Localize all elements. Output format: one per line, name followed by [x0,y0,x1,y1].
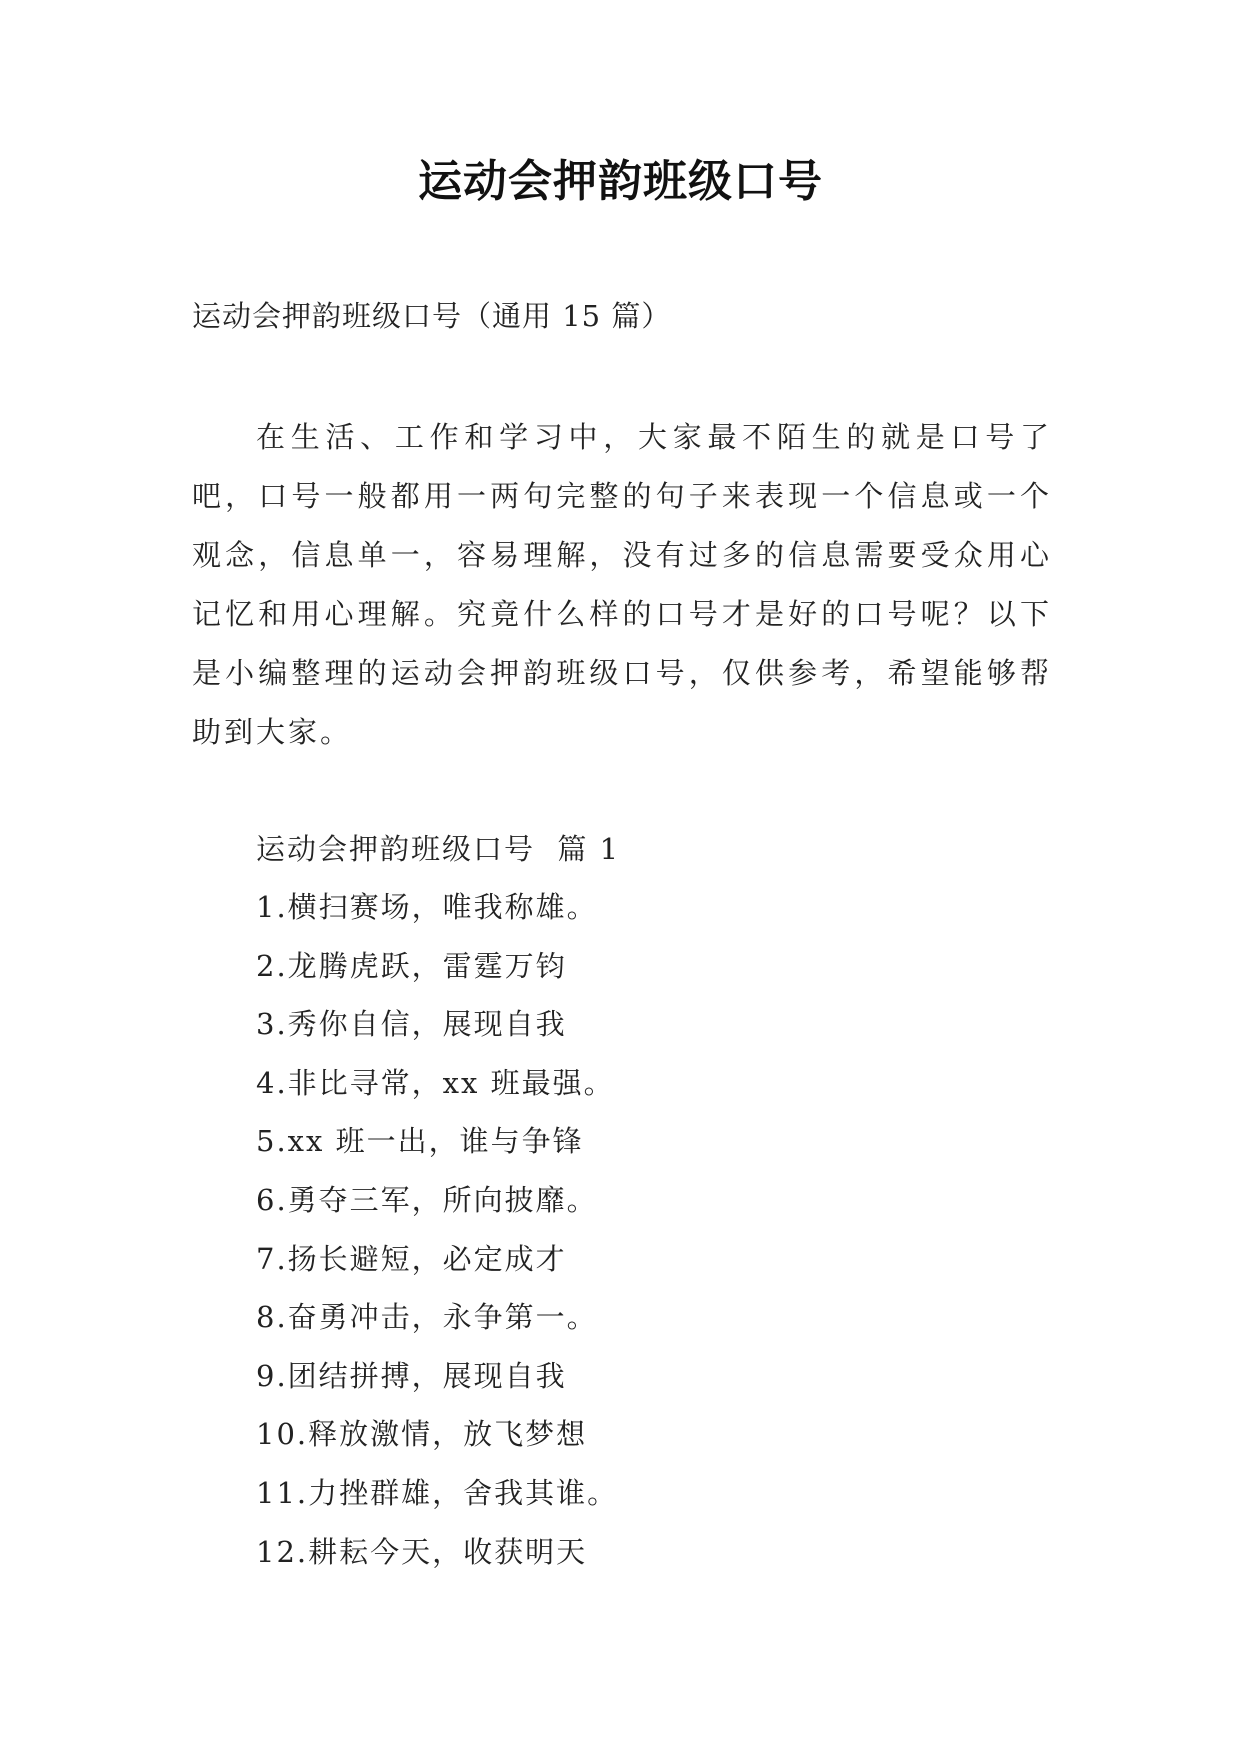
slogan-item: 11.力挫群雄，舍我其谁。 [256,1475,619,1510]
slogan-item: 4.非比寻常，xx 班最强。 [256,1065,615,1100]
slogan-item: 10.释放激情，放飞梦想 [256,1417,588,1452]
document-subtitle: 运动会押韵班级口号（通用 15 篇） [192,299,672,333]
slogan-item: 2.龙腾虎跃，雷霆万钧 [256,948,567,983]
slogan-item: 12.耕耘今天，收获明天 [256,1534,588,1569]
intro-paragraph: 在生活、工作和学习中，大家最不陌生的就是口号了吧，口号一般都用一两句完整的句子来表现一个信息或一个观念，信息单一，容易理解，没有过多的信息需要受众用心记忆和用心理解。究竟什么样的口号才是好的口号呢？以下是小编整理的运动会押韵班级口号，仅供参考，希望能够帮助到大家。 [192,420,1052,749]
slogan-item: 5.xx 班一出，谁与争锋 [256,1124,584,1159]
slogan-list [256,878,1056,1581]
slogan-item: 9.团结拼搏，展现自我 [256,1358,567,1393]
slogan-section [256,820,1056,1581]
slogan-item: 3.秀你自信，展现自我 [256,1007,567,1042]
slogan-item: 7.扬长避短，必定成才 [256,1241,567,1276]
section-heading: 运动会押韵班级口号 篇 1 [256,832,621,866]
slogan-item: 1.横扫赛场，唯我称雄。 [256,890,598,924]
slogan-item: 6.勇夺三军，所向披靡。 [256,1182,598,1217]
document-title: 运动会押韵班级口号 [418,156,823,207]
slogan-item: 8.奋勇冲击，永争第一。 [256,1300,598,1335]
